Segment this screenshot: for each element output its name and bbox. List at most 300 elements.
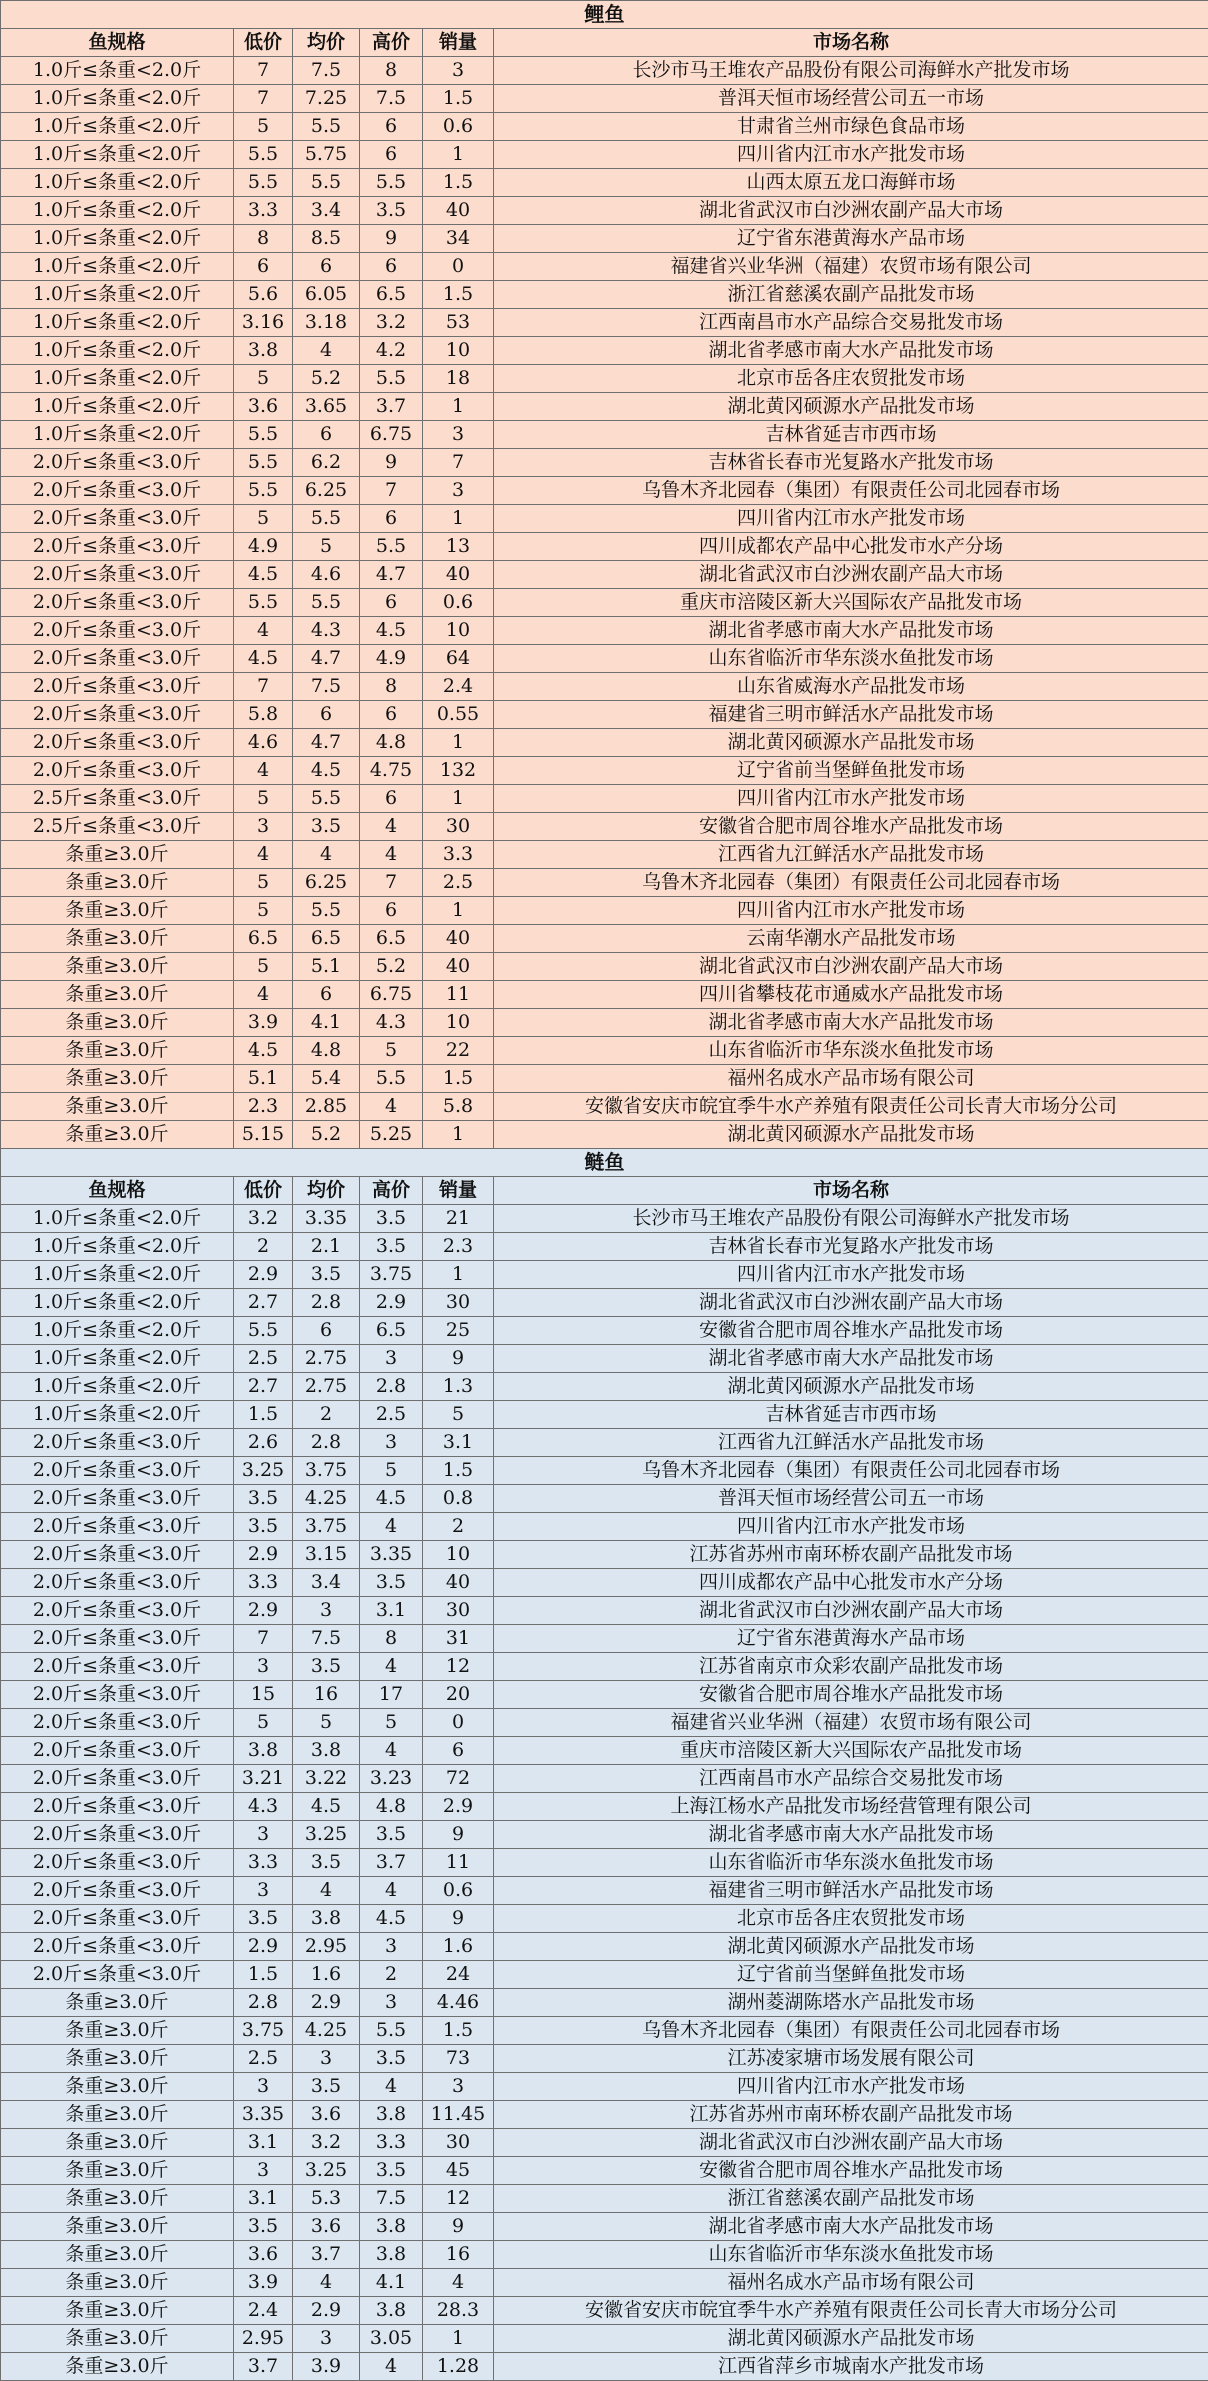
table-row bbox=[1, 2129, 1208, 2157]
cell-high: 4.8 bbox=[360, 1793, 423, 1821]
cell-low: 5.8 bbox=[234, 701, 293, 729]
table-row bbox=[1, 477, 1208, 505]
cell-volume: 73 bbox=[423, 2045, 494, 2073]
cell-low: 4 bbox=[234, 757, 293, 785]
cell-market: 乌鲁木齐北园春（集团）有限责任公司北园春市场 bbox=[494, 477, 1208, 505]
table-row bbox=[1, 1961, 1208, 1989]
cell-high: 4.8 bbox=[360, 729, 423, 757]
cell-volume: 0.8 bbox=[423, 1485, 494, 1513]
cell-volume: 1.5 bbox=[423, 2017, 494, 2045]
cell-avg: 5.5 bbox=[293, 785, 360, 813]
cell-high: 4 bbox=[360, 813, 423, 841]
table-row bbox=[1, 1065, 1208, 1093]
cell-low: 3.3 bbox=[234, 1849, 293, 1877]
cell-high: 6 bbox=[360, 141, 423, 169]
table-row bbox=[1, 869, 1208, 897]
cell-low: 3.8 bbox=[234, 1737, 293, 1765]
cell-volume: 20 bbox=[423, 1681, 494, 1709]
cell-high: 6.75 bbox=[360, 421, 423, 449]
cell-high: 5.25 bbox=[360, 1121, 423, 1149]
cell-avg: 3.25 bbox=[293, 1821, 360, 1849]
cell-market: 吉林省延吉市西市场 bbox=[494, 421, 1208, 449]
cell-low: 4.5 bbox=[234, 645, 293, 673]
cell-volume: 30 bbox=[423, 2129, 494, 2157]
table-row bbox=[1, 561, 1208, 589]
cell-market: 山东省临沂市华东淡水鱼批发市场 bbox=[494, 1849, 1208, 1877]
cell-spec: 条重≥3.0斤 bbox=[1, 1009, 234, 1037]
cell-high: 7.5 bbox=[360, 2185, 423, 2213]
cell-high: 17 bbox=[360, 1681, 423, 1709]
cell-spec: 2.0斤≤条重<3.0斤 bbox=[1, 673, 234, 701]
cell-spec: 2.0斤≤条重<3.0斤 bbox=[1, 505, 234, 533]
table-row bbox=[1, 1233, 1208, 1261]
cell-high: 2.8 bbox=[360, 1373, 423, 1401]
cell-low: 3.3 bbox=[234, 197, 293, 225]
cell-market: 湖北黄冈硕源水产品批发市场 bbox=[494, 393, 1208, 421]
cell-high: 4 bbox=[360, 1653, 423, 1681]
cell-spec: 条重≥3.0斤 bbox=[1, 2101, 234, 2129]
cell-high: 6 bbox=[360, 701, 423, 729]
cell-spec: 条重≥3.0斤 bbox=[1, 869, 234, 897]
cell-low: 2.9 bbox=[234, 1261, 293, 1289]
cell-spec: 条重≥3.0斤 bbox=[1, 1989, 234, 2017]
cell-high: 3.23 bbox=[360, 1765, 423, 1793]
table-row bbox=[1, 1989, 1208, 2017]
cell-high: 3.7 bbox=[360, 393, 423, 421]
table-row bbox=[1, 309, 1208, 337]
cell-volume: 1.5 bbox=[423, 1065, 494, 1093]
cell-volume: 1.5 bbox=[423, 85, 494, 113]
table-row bbox=[1, 225, 1208, 253]
cell-high: 9 bbox=[360, 225, 423, 253]
cell-market: 四川省内江市水产批发市场 bbox=[494, 785, 1208, 813]
header-spec: 鱼规格 bbox=[1, 29, 234, 57]
cell-high: 5.5 bbox=[360, 2017, 423, 2045]
cell-market: 山东省威海水产品批发市场 bbox=[494, 673, 1208, 701]
cell-high: 4 bbox=[360, 1737, 423, 1765]
table-row bbox=[1, 337, 1208, 365]
cell-market: 福建省兴业华洲（福建）农贸市场有限公司 bbox=[494, 1709, 1208, 1737]
cell-volume: 12 bbox=[423, 2185, 494, 2213]
cell-high: 2 bbox=[360, 1961, 423, 1989]
cell-high: 3.3 bbox=[360, 2129, 423, 2157]
cell-high: 3.05 bbox=[360, 2325, 423, 2353]
section-title: 鲢鱼 bbox=[1, 1149, 1208, 1177]
cell-volume: 1.6 bbox=[423, 1933, 494, 1961]
cell-avg: 3.5 bbox=[293, 2073, 360, 2101]
cell-volume: 1 bbox=[423, 785, 494, 813]
cell-market: 山东省临沂市华东淡水鱼批发市场 bbox=[494, 2241, 1208, 2269]
table-row bbox=[1, 1345, 1208, 1373]
cell-volume: 1 bbox=[423, 141, 494, 169]
cell-spec: 条重≥3.0斤 bbox=[1, 841, 234, 869]
cell-spec: 条重≥3.0斤 bbox=[1, 953, 234, 981]
cell-avg: 3 bbox=[293, 2325, 360, 2353]
cell-low: 2 bbox=[234, 1233, 293, 1261]
table-row bbox=[1, 2325, 1208, 2353]
cell-avg: 5.5 bbox=[293, 897, 360, 925]
cell-market: 湖北省孝感市南大水产品批发市场 bbox=[494, 2213, 1208, 2241]
table-row bbox=[1, 1877, 1208, 1905]
header-spec: 鱼规格 bbox=[1, 1177, 234, 1205]
cell-avg: 4.6 bbox=[293, 561, 360, 589]
cell-spec: 条重≥3.0斤 bbox=[1, 2073, 234, 2101]
table-row bbox=[1, 113, 1208, 141]
cell-low: 7 bbox=[234, 673, 293, 701]
cell-high: 8 bbox=[360, 1625, 423, 1653]
cell-high: 6 bbox=[360, 505, 423, 533]
cell-volume: 3.1 bbox=[423, 1429, 494, 1457]
cell-avg: 7.5 bbox=[293, 1625, 360, 1653]
cell-market: 湖北省孝感市南大水产品批发市场 bbox=[494, 617, 1208, 645]
cell-low: 3.8 bbox=[234, 337, 293, 365]
cell-low: 3.25 bbox=[234, 1457, 293, 1485]
cell-avg: 2.75 bbox=[293, 1373, 360, 1401]
cell-volume: 1.28 bbox=[423, 2353, 494, 2381]
cell-volume: 1 bbox=[423, 505, 494, 533]
cell-spec: 2.0斤≤条重<3.0斤 bbox=[1, 617, 234, 645]
cell-volume: 132 bbox=[423, 757, 494, 785]
cell-spec: 条重≥3.0斤 bbox=[1, 2213, 234, 2241]
cell-volume: 9 bbox=[423, 1345, 494, 1373]
cell-low: 15 bbox=[234, 1681, 293, 1709]
cell-spec: 条重≥3.0斤 bbox=[1, 2129, 234, 2157]
cell-avg: 2.9 bbox=[293, 2297, 360, 2325]
cell-spec: 2.0斤≤条重<3.0斤 bbox=[1, 1737, 234, 1765]
cell-low: 2.95 bbox=[234, 2325, 293, 2353]
cell-market: 四川省内江市水产批发市场 bbox=[494, 1513, 1208, 1541]
cell-high: 5 bbox=[360, 1709, 423, 1737]
cell-low: 4 bbox=[234, 617, 293, 645]
cell-market: 湖北省武汉市白沙洲农副产品大市场 bbox=[494, 1597, 1208, 1625]
cell-low: 7 bbox=[234, 85, 293, 113]
cell-spec: 条重≥3.0斤 bbox=[1, 1093, 234, 1121]
cell-spec: 条重≥3.0斤 bbox=[1, 2045, 234, 2073]
cell-spec: 2.0斤≤条重<3.0斤 bbox=[1, 1485, 234, 1513]
cell-volume: 64 bbox=[423, 645, 494, 673]
cell-market: 四川省内江市水产批发市场 bbox=[494, 1261, 1208, 1289]
cell-low: 3.35 bbox=[234, 2101, 293, 2129]
cell-spec: 2.0斤≤条重<3.0斤 bbox=[1, 1597, 234, 1625]
cell-spec: 条重≥3.0斤 bbox=[1, 1121, 234, 1149]
cell-market: 四川成都农产品中心批发市水产分场 bbox=[494, 1569, 1208, 1597]
cell-market: 浙江省慈溪农副产品批发市场 bbox=[494, 281, 1208, 309]
cell-volume: 40 bbox=[423, 197, 494, 225]
table-row bbox=[1, 1933, 1208, 1961]
cell-spec: 2.0斤≤条重<3.0斤 bbox=[1, 1653, 234, 1681]
cell-high: 4.75 bbox=[360, 757, 423, 785]
cell-volume: 9 bbox=[423, 2213, 494, 2241]
cell-low: 3 bbox=[234, 1653, 293, 1681]
table-row bbox=[1, 1121, 1208, 1149]
cell-volume: 53 bbox=[423, 309, 494, 337]
cell-low: 5 bbox=[234, 953, 293, 981]
cell-market: 江苏省苏州市南环桥农副产品批发市场 bbox=[494, 2101, 1208, 2129]
cell-high: 3.7 bbox=[360, 1849, 423, 1877]
cell-low: 6.5 bbox=[234, 925, 293, 953]
cell-spec: 2.0斤≤条重<3.0斤 bbox=[1, 1765, 234, 1793]
cell-avg: 6.05 bbox=[293, 281, 360, 309]
cell-low: 3.1 bbox=[234, 2185, 293, 2213]
cell-high: 3.8 bbox=[360, 2297, 423, 2325]
cell-avg: 2 bbox=[293, 1401, 360, 1429]
cell-high: 3.1 bbox=[360, 1597, 423, 1625]
cell-high: 4 bbox=[360, 1513, 423, 1541]
cell-low: 2.9 bbox=[234, 1933, 293, 1961]
table-row bbox=[1, 393, 1208, 421]
cell-high: 3.8 bbox=[360, 2101, 423, 2129]
cell-avg: 4.25 bbox=[293, 2017, 360, 2045]
table-row bbox=[1, 57, 1208, 85]
cell-market: 江西省萍乡市城南水产批发市场 bbox=[494, 2353, 1208, 2381]
cell-spec: 1.0斤≤条重<2.0斤 bbox=[1, 225, 234, 253]
cell-market: 四川省内江市水产批发市场 bbox=[494, 2073, 1208, 2101]
cell-high: 3.8 bbox=[360, 2241, 423, 2269]
header-volume: 销量 bbox=[423, 29, 494, 57]
cell-avg: 4.5 bbox=[293, 1793, 360, 1821]
cell-spec: 2.0斤≤条重<3.0斤 bbox=[1, 1793, 234, 1821]
bighead-section bbox=[1, 1149, 1208, 2381]
cell-volume: 18 bbox=[423, 365, 494, 393]
cell-low: 5.6 bbox=[234, 281, 293, 309]
cell-market: 山东省临沂市华东淡水鱼批发市场 bbox=[494, 1037, 1208, 1065]
cell-low: 7 bbox=[234, 1625, 293, 1653]
cell-market: 湖北省武汉市白沙洲农副产品大市场 bbox=[494, 2129, 1208, 2157]
table-row bbox=[1, 421, 1208, 449]
cell-avg: 4 bbox=[293, 1877, 360, 1905]
cell-avg: 5.75 bbox=[293, 141, 360, 169]
cell-low: 2.6 bbox=[234, 1429, 293, 1457]
table-row bbox=[1, 1597, 1208, 1625]
cell-market: 江西南昌市水产品综合交易批发市场 bbox=[494, 1765, 1208, 1793]
cell-market: 四川成都农产品中心批发市水产分场 bbox=[494, 533, 1208, 561]
cell-market: 乌鲁木齐北园春（集团）有限责任公司北园春市场 bbox=[494, 2017, 1208, 2045]
table-row bbox=[1, 2185, 1208, 2213]
cell-avg: 5.2 bbox=[293, 1121, 360, 1149]
cell-volume: 1 bbox=[423, 393, 494, 421]
cell-spec: 2.5斤≤条重<3.0斤 bbox=[1, 813, 234, 841]
table-row bbox=[1, 1261, 1208, 1289]
table-row bbox=[1, 1373, 1208, 1401]
cell-spec: 条重≥3.0斤 bbox=[1, 2269, 234, 2297]
cell-spec: 条重≥3.0斤 bbox=[1, 925, 234, 953]
cell-low: 3 bbox=[234, 813, 293, 841]
table-row bbox=[1, 449, 1208, 477]
cell-avg: 7.5 bbox=[293, 673, 360, 701]
cell-spec: 1.0斤≤条重<2.0斤 bbox=[1, 1317, 234, 1345]
cell-volume: 13 bbox=[423, 533, 494, 561]
cell-market: 乌鲁木齐北园春（集团）有限责任公司北园春市场 bbox=[494, 869, 1208, 897]
cell-market: 辽宁省东港黄海水产品市场 bbox=[494, 1625, 1208, 1653]
cell-volume: 3 bbox=[423, 477, 494, 505]
cell-high: 3.2 bbox=[360, 309, 423, 337]
cell-avg: 3.9 bbox=[293, 2353, 360, 2381]
cell-low: 5 bbox=[234, 785, 293, 813]
cell-low: 4.9 bbox=[234, 533, 293, 561]
table-row bbox=[1, 1653, 1208, 1681]
cell-low: 2.5 bbox=[234, 2045, 293, 2073]
cell-high: 6 bbox=[360, 897, 423, 925]
cell-volume: 31 bbox=[423, 1625, 494, 1653]
cell-avg: 4 bbox=[293, 841, 360, 869]
cell-low: 4.6 bbox=[234, 729, 293, 757]
cell-volume: 7 bbox=[423, 449, 494, 477]
cell-high: 4.5 bbox=[360, 617, 423, 645]
cell-low: 3.1 bbox=[234, 2129, 293, 2157]
cell-volume: 1 bbox=[423, 1261, 494, 1289]
table-row bbox=[1, 1681, 1208, 1709]
cell-volume: 2.3 bbox=[423, 1233, 494, 1261]
cell-spec: 1.0斤≤条重<2.0斤 bbox=[1, 1345, 234, 1373]
cell-spec: 2.0斤≤条重<3.0斤 bbox=[1, 645, 234, 673]
cell-avg: 6 bbox=[293, 253, 360, 281]
cell-volume: 0.6 bbox=[423, 113, 494, 141]
cell-market: 重庆市涪陵区新大兴国际农产品批发市场 bbox=[494, 1737, 1208, 1765]
table-row bbox=[1, 981, 1208, 1009]
header-volume: 销量 bbox=[423, 1177, 494, 1205]
cell-low: 3.5 bbox=[234, 1485, 293, 1513]
cell-spec: 2.0斤≤条重<3.0斤 bbox=[1, 561, 234, 589]
cell-avg: 4.1 bbox=[293, 1009, 360, 1037]
cell-market: 浙江省慈溪农副产品批发市场 bbox=[494, 2185, 1208, 2213]
cell-high: 5.5 bbox=[360, 533, 423, 561]
cell-avg: 3.22 bbox=[293, 1765, 360, 1793]
table-row bbox=[1, 169, 1208, 197]
cell-market: 湖北省孝感市南大水产品批发市场 bbox=[494, 337, 1208, 365]
cell-volume: 16 bbox=[423, 2241, 494, 2269]
cell-avg: 4 bbox=[293, 2269, 360, 2297]
cell-spec: 2.0斤≤条重<3.0斤 bbox=[1, 729, 234, 757]
cell-avg: 3.5 bbox=[293, 1261, 360, 1289]
cell-avg: 4.3 bbox=[293, 617, 360, 645]
cell-avg: 4.5 bbox=[293, 757, 360, 785]
cell-avg: 5.5 bbox=[293, 169, 360, 197]
cell-high: 7.5 bbox=[360, 85, 423, 113]
cell-avg: 3 bbox=[293, 2045, 360, 2073]
cell-avg: 3.18 bbox=[293, 309, 360, 337]
cell-spec: 2.0斤≤条重<3.0斤 bbox=[1, 1681, 234, 1709]
cell-low: 2.5 bbox=[234, 1345, 293, 1373]
cell-volume: 3 bbox=[423, 57, 494, 85]
cell-avg: 3.8 bbox=[293, 1905, 360, 1933]
cell-high: 4.1 bbox=[360, 2269, 423, 2297]
cell-avg: 3.2 bbox=[293, 2129, 360, 2157]
cell-avg: 3.5 bbox=[293, 1653, 360, 1681]
cell-avg: 3.5 bbox=[293, 813, 360, 841]
cell-volume: 40 bbox=[423, 925, 494, 953]
table-row bbox=[1, 1737, 1208, 1765]
cell-avg: 3.5 bbox=[293, 1849, 360, 1877]
table-row bbox=[1, 841, 1208, 869]
cell-low: 2.7 bbox=[234, 1373, 293, 1401]
cell-spec: 1.0斤≤条重<2.0斤 bbox=[1, 57, 234, 85]
cell-spec: 条重≥3.0斤 bbox=[1, 2325, 234, 2353]
cell-volume: 4 bbox=[423, 2269, 494, 2297]
cell-avg: 8.5 bbox=[293, 225, 360, 253]
cell-spec: 1.0斤≤条重<2.0斤 bbox=[1, 1261, 234, 1289]
cell-volume: 10 bbox=[423, 1541, 494, 1569]
cell-volume: 3 bbox=[423, 2073, 494, 2101]
cell-high: 6.75 bbox=[360, 981, 423, 1009]
cell-avg: 5 bbox=[293, 1709, 360, 1737]
cell-low: 3 bbox=[234, 1877, 293, 1905]
cell-low: 5 bbox=[234, 1709, 293, 1737]
cell-avg: 3.75 bbox=[293, 1457, 360, 1485]
cell-avg: 5.1 bbox=[293, 953, 360, 981]
cell-spec: 2.0斤≤条重<3.0斤 bbox=[1, 1877, 234, 1905]
cell-volume: 0 bbox=[423, 1709, 494, 1737]
cell-avg: 2.8 bbox=[293, 1429, 360, 1457]
section-title-row bbox=[1, 1, 1208, 29]
cell-spec: 1.0斤≤条重<2.0斤 bbox=[1, 1205, 234, 1233]
cell-low: 6 bbox=[234, 253, 293, 281]
cell-avg: 3.7 bbox=[293, 2241, 360, 2269]
cell-volume: 11.45 bbox=[423, 2101, 494, 2129]
cell-volume: 11 bbox=[423, 1849, 494, 1877]
cell-volume: 0.6 bbox=[423, 589, 494, 617]
cell-low: 5 bbox=[234, 113, 293, 141]
table-row bbox=[1, 2101, 1208, 2129]
table-row bbox=[1, 589, 1208, 617]
cell-market: 四川省攀枝花市通威水产品批发市场 bbox=[494, 981, 1208, 1009]
cell-market: 普洱天恒市场经营公司五一市场 bbox=[494, 85, 1208, 113]
cell-high: 3.5 bbox=[360, 1233, 423, 1261]
cell-low: 5.5 bbox=[234, 589, 293, 617]
cell-low: 4.5 bbox=[234, 1037, 293, 1065]
cell-spec: 2.0斤≤条重<3.0斤 bbox=[1, 589, 234, 617]
cell-high: 3 bbox=[360, 1429, 423, 1457]
cell-volume: 10 bbox=[423, 1009, 494, 1037]
cell-high: 7 bbox=[360, 869, 423, 897]
cell-low: 3 bbox=[234, 1821, 293, 1849]
table-row bbox=[1, 281, 1208, 309]
cell-volume: 10 bbox=[423, 337, 494, 365]
cell-high: 4.7 bbox=[360, 561, 423, 589]
table-row bbox=[1, 365, 1208, 393]
cell-avg: 5.5 bbox=[293, 589, 360, 617]
table-row bbox=[1, 701, 1208, 729]
cell-spec: 1.0斤≤条重<2.0斤 bbox=[1, 1373, 234, 1401]
table-row bbox=[1, 645, 1208, 673]
cell-avg: 6 bbox=[293, 701, 360, 729]
cell-high: 3.8 bbox=[360, 2213, 423, 2241]
cell-volume: 4.46 bbox=[423, 1989, 494, 2017]
cell-market: 湖北省武汉市白沙洲农副产品大市场 bbox=[494, 197, 1208, 225]
cell-market: 福建省三明市鲜活水产品批发市场 bbox=[494, 1877, 1208, 1905]
cell-low: 3.3 bbox=[234, 1569, 293, 1597]
cell-market: 湖北黄冈硕源水产品批发市场 bbox=[494, 729, 1208, 757]
cell-spec: 2.0斤≤条重<3.0斤 bbox=[1, 1821, 234, 1849]
cell-spec: 2.0斤≤条重<3.0斤 bbox=[1, 477, 234, 505]
cell-market: 福建省兴业华洲（福建）农贸市场有限公司 bbox=[494, 253, 1208, 281]
cell-spec: 条重≥3.0斤 bbox=[1, 981, 234, 1009]
cell-spec: 条重≥3.0斤 bbox=[1, 1065, 234, 1093]
cell-avg: 3.65 bbox=[293, 393, 360, 421]
cell-volume: 10 bbox=[423, 617, 494, 645]
cell-high: 3.5 bbox=[360, 1205, 423, 1233]
cell-low: 3 bbox=[234, 2073, 293, 2101]
cell-market: 湖北省武汉市白沙洲农副产品大市场 bbox=[494, 953, 1208, 981]
table-row bbox=[1, 197, 1208, 225]
cell-volume: 11 bbox=[423, 981, 494, 1009]
cell-high: 3 bbox=[360, 1345, 423, 1373]
cell-market: 辽宁省前当堡鲜鱼批发市场 bbox=[494, 757, 1208, 785]
cell-high: 4.5 bbox=[360, 1905, 423, 1933]
cell-low: 2.8 bbox=[234, 1989, 293, 2017]
cell-avg: 2.8 bbox=[293, 1289, 360, 1317]
cell-high: 3 bbox=[360, 1989, 423, 2017]
cell-low: 5.1 bbox=[234, 1065, 293, 1093]
